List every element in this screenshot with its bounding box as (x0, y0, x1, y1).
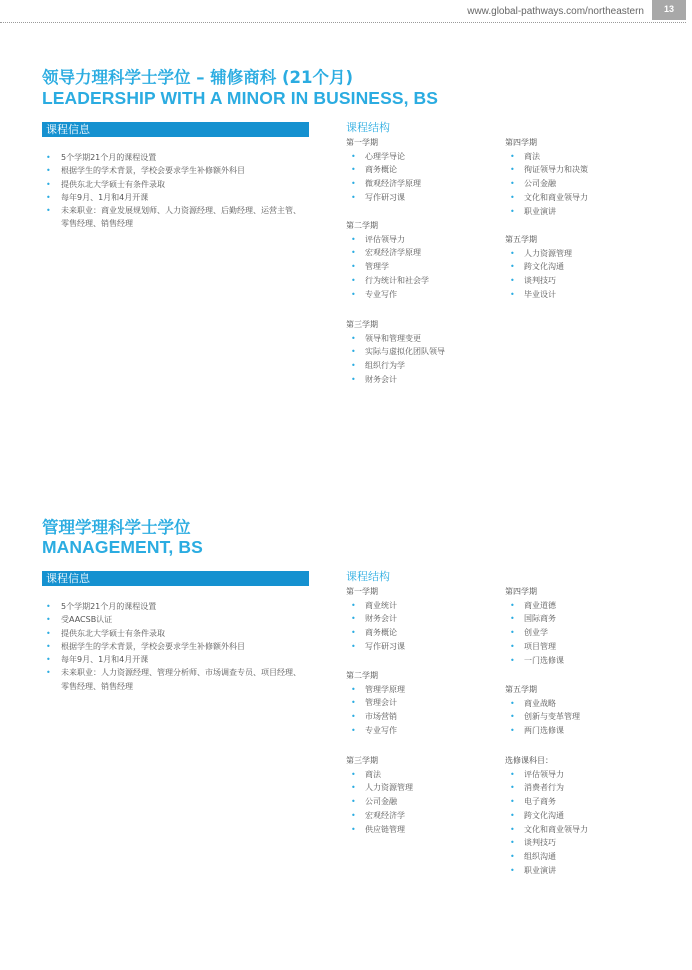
course-item: • 管理会计 (346, 696, 405, 710)
program-title-cn: 管理学理科学士学位 (42, 518, 191, 537)
course-item: • 公司金融 (346, 795, 413, 809)
semester-title: 第五学期 (505, 685, 537, 694)
semester-title: 第四学期 (505, 587, 537, 596)
course-item: • 财务会计 (346, 612, 405, 626)
course-item: • 商法 (505, 150, 588, 164)
course-item: • 写作研习课 (346, 640, 405, 654)
course-item: • 微观经济学原理 (346, 177, 421, 191)
info-item: • 受AACSB认证 (45, 613, 307, 626)
semester-title: 选修课科目： (505, 756, 553, 765)
course-item: • 财务会计 (346, 373, 445, 387)
course-item: • 商务概论 (346, 163, 421, 177)
course-item: • 组织行为学 (346, 359, 445, 373)
course-info-list (45, 151, 307, 231)
semester-5 (505, 234, 572, 302)
semester-title: 第五学期 (505, 235, 537, 244)
semester-1 (346, 137, 421, 205)
course-item: • 项目管理 (505, 640, 564, 654)
course-item: • 商业统计 (346, 599, 405, 613)
course-item: • 专业写作 (346, 724, 405, 738)
semester-1 (346, 586, 405, 654)
course-item: • 职业演讲 (505, 205, 588, 219)
info-item: • 提供东北大学硕士有条件录取 (45, 627, 307, 640)
course-item: • 人力资源管理 (505, 247, 572, 261)
course-item: • 宏观经济学 (346, 809, 413, 823)
course-item: • 写作研习课 (346, 191, 421, 205)
semester-title: 第三学期 (346, 756, 378, 765)
course-item: • 行为统计和社会学 (346, 274, 429, 288)
page-number: 13 (652, 0, 686, 20)
course-item: • 跨文化沟通 (505, 260, 572, 274)
semester-2 (346, 670, 405, 738)
course-item: • 谈判技巧 (505, 274, 572, 288)
course-item: • 商法 (346, 768, 413, 782)
course-item: • 市场营销 (346, 710, 405, 724)
info-item: • 5个学期21个月的课程设置 (45, 600, 307, 613)
course-item: • 宏观经济学原理 (346, 246, 429, 260)
course-structure-title: 课程结构 (346, 570, 390, 583)
info-item: • 每年9月、1月和4月开课 (45, 653, 307, 666)
course-item: • 管理学 (346, 260, 429, 274)
course-item: • 文化和商业领导力 (505, 823, 588, 837)
course-item: • 一门选修课 (505, 654, 564, 668)
course-item: • 管理学原理 (346, 683, 405, 697)
course-item: • 职业演讲 (505, 864, 588, 878)
course-item: • 毕业设计 (505, 288, 572, 302)
course-info-list (45, 600, 307, 693)
info-item: • 提供东北大学硕士有条件录取 (45, 178, 307, 191)
course-item: • 供应链管理 (346, 823, 413, 837)
course-item: • 评估领导力 (346, 233, 429, 247)
program-title-en: MANAGEMENT, BS (42, 537, 203, 557)
header-divider (0, 22, 686, 23)
course-item: • 两门选修课 (505, 724, 580, 738)
semester-2 (346, 220, 429, 301)
course-item: • 商业道德 (505, 599, 564, 613)
course-item: • 公司金融 (505, 177, 588, 191)
info-item: • 根据学生的学术背景，学校会要求学生补修额外科目 (45, 640, 307, 653)
course-item: • 电子商务 (505, 795, 588, 809)
course-item: • 创新与变革管理 (505, 710, 580, 724)
info-item: • 每年9月、1月和4月开课 (45, 191, 307, 204)
semester-5 (505, 684, 580, 738)
semester-title: 第一学期 (346, 138, 378, 147)
info-item: • 未来职业：商业发展规划师、人力资源经理、后勤经理、运营主管、零售经理、销售经理 (45, 204, 307, 231)
course-item: • 创业学 (505, 626, 564, 640)
course-item: • 文化和商业领导力 (505, 191, 588, 205)
course-item: • 消费者行为 (505, 781, 588, 795)
semester-title: 第二学期 (346, 221, 378, 230)
semester-title: 第四学期 (505, 138, 537, 147)
program-title-cn: 领导力理科学士学位 – 辅修商科 (21个月) (42, 68, 354, 87)
info-item: • 未来职业：人力资源经理、管理分析师、市场调查专员、项目经理、零售经理、销售经理 (45, 666, 307, 693)
electives (505, 755, 588, 878)
course-item: • 跨文化沟通 (505, 809, 588, 823)
semester-title: 第三学期 (346, 320, 378, 329)
course-item: • 商务概论 (346, 626, 405, 640)
course-item: • 组织沟通 (505, 850, 588, 864)
course-item: • 心理学导论 (346, 150, 421, 164)
course-info-bar: 课程信息 (42, 571, 309, 586)
course-structure-title: 课程结构 (346, 121, 390, 134)
semester-4 (505, 137, 588, 218)
header-url[interactable]: www.global-pathways.com/northeastern (467, 6, 644, 17)
course-item: • 国际商务 (505, 612, 564, 626)
course-item: • 领导和管理变更 (346, 332, 445, 346)
semester-3 (346, 319, 445, 387)
course-item: • 商业战略 (505, 697, 580, 711)
semester-4 (505, 586, 564, 667)
semester-3 (346, 755, 413, 836)
course-item: • 徇证领导力和决策 (505, 163, 588, 177)
course-item: • 实际与虚拟化团队领导 (346, 345, 445, 359)
course-item: • 谈判技巧 (505, 836, 588, 850)
semester-title: 第二学期 (346, 671, 378, 680)
course-item: • 专业写作 (346, 288, 429, 302)
semester-title: 第一学期 (346, 587, 378, 596)
course-item: • 评估领导力 (505, 768, 588, 782)
course-item: • 人力资源管理 (346, 781, 413, 795)
program-title-en: LEADERSHIP WITH A MINOR IN BUSINESS, BS (42, 88, 439, 108)
info-item: • 根据学生的学术背景，学校会要求学生补修额外科目 (45, 164, 307, 177)
course-info-bar: 课程信息 (42, 122, 309, 137)
info-item: • 5个学期21个月的课程设置 (45, 151, 307, 164)
